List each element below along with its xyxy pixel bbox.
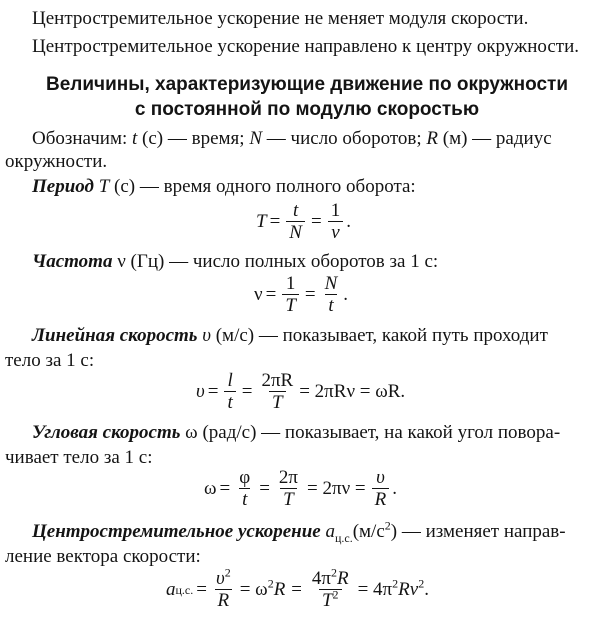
centripetal-fraction-2: [309, 565, 352, 611]
centripetal-desc: — изменяет направ-: [401, 521, 566, 542]
linear-speed-formula: [196, 370, 405, 413]
centripetal-formula: a ц.с. = $\frac{\upsilon^2}{R}$ = $\omega^2R$ = $\frac{4\pi^2R}{T^2}$ = $4\pi^2R\nu^2$.: [166, 568, 432, 611]
angular-speed-fraction-1-num: φ: [239, 467, 251, 488]
centripetal-fraction-1-num-base: υ: [215, 568, 225, 589]
period-fraction-2-den: ν: [328, 221, 342, 243]
linear-speed-formula-eq1: =: [207, 380, 219, 402]
linear-speed-line-2: тело за 1 с:: [5, 350, 95, 371]
angular-speed-fraction-3-num: υ: [376, 467, 385, 488]
centripetal-fraction-2-num-end: R: [336, 568, 349, 589]
centripetal-fraction-1-den: R: [215, 589, 233, 611]
notation-N-desc: — число оборотов;: [266, 128, 422, 149]
period-formula-end: .: [346, 210, 351, 232]
centripetal-formula-rest-mid: Rν: [398, 578, 419, 600]
centripetal-formula-eq1: =: [196, 578, 207, 600]
centripetal-fraction-1: [213, 565, 234, 611]
period-term: Период: [32, 176, 94, 197]
centripetal-fraction-2-den-sup: 2: [332, 587, 339, 602]
angular-speed-formula-eq1: =: [219, 477, 231, 499]
period-formula-lhs: T: [256, 210, 267, 232]
angular-speed-formula-lhs: ω: [204, 477, 217, 499]
linear-speed-formula-eq2: =: [241, 380, 253, 402]
centripetal-unit-sup: 2: [384, 518, 391, 533]
linear-speed-desc: (м/с) — показывает, какой путь проходит: [215, 325, 548, 346]
angular-speed-formula-mid: = 2πν =: [307, 477, 366, 499]
angular-speed-fraction-1: [236, 467, 253, 510]
notation-label: Обозначим:: [32, 128, 128, 149]
centripetal-formula-mid1-sup: 2: [267, 576, 274, 591]
intro-line-1: Центростремительное ускорение не меняет модуля скорости.: [32, 8, 529, 29]
angular-speed-formula-end: .: [392, 477, 397, 499]
frequency-formula-lhs: ν: [254, 283, 263, 305]
linear-speed-fraction-1-den: t: [224, 391, 235, 413]
frequency-fraction-1-num: 1: [285, 273, 296, 294]
centripetal-fraction-2-num: [309, 565, 352, 589]
section-title-line-1: Величины, характеризующие движение по окружности: [46, 74, 568, 95]
notation-line-2: окружности.: [5, 151, 108, 172]
centripetal-fraction-2-den-base: T: [321, 590, 333, 611]
angular-speed-fraction-2-num: 2π: [278, 467, 299, 488]
linear-speed-formula-lhs: υ: [196, 380, 205, 402]
linear-speed-definition: [32, 325, 548, 347]
angular-speed-desc: (рад/с) — показывает, на какой угол повора-: [202, 422, 561, 443]
centripetal-fraction-1-num: [213, 565, 234, 589]
notation-R-symbol: R: [426, 128, 438, 149]
angular-speed-symbol: ω: [185, 422, 198, 443]
angular-speed-fraction-1-den: t: [239, 488, 250, 510]
period-fraction-2-num: 1: [330, 200, 341, 221]
linear-speed-fraction-2-num: 2πR: [261, 370, 294, 391]
angular-speed-fraction-2: [276, 467, 301, 510]
frequency-symbol: ν: [117, 251, 126, 272]
centripetal-formula-rest: [355, 576, 432, 601]
frequency-fraction-1: [282, 273, 299, 316]
frequency-term: Частота: [32, 251, 113, 272]
centripetal-fraction-2-num-base: 4π: [311, 568, 331, 589]
period-symbol: T: [98, 176, 110, 197]
angular-speed-definition: [32, 422, 560, 444]
centripetal-formula-rest-sup2: 2: [418, 576, 425, 591]
frequency-formula: [254, 273, 348, 316]
frequency-formula-eq1: =: [265, 283, 277, 305]
linear-speed-fraction-1-num: l: [227, 370, 233, 391]
centripetal-formula-end: .: [424, 578, 429, 600]
centripetal-formula-mid1-base: = ω: [239, 578, 268, 600]
notation-R-desc: (м) — радиус: [442, 128, 552, 149]
linear-speed-formula-rest: = 2πRν = ωR.: [299, 380, 406, 402]
centripetal-line-2: ление вектора скорости:: [5, 546, 201, 567]
period-formula-eq2: =: [310, 210, 322, 232]
frequency-fraction-2-num: N: [324, 273, 338, 294]
centripetal-fraction-2-num-sup: 2: [330, 565, 337, 580]
frequency-desc: (Гц) — число полных оборотов за 1 с:: [130, 251, 439, 272]
notation-N-symbol: N: [249, 128, 263, 149]
centripetal-term: Центростремительное ускорение: [32, 521, 321, 542]
frequency-definition: [32, 251, 438, 273]
angular-speed-fraction-3: [372, 467, 390, 510]
angular-speed-line-2: чивает тело за 1 с:: [5, 447, 153, 468]
notation-line: [32, 128, 552, 150]
centripetal-formula-rest-base: = 4π: [357, 578, 393, 600]
centripetal-symbol-sub: ц.с.: [334, 530, 353, 545]
centripetal-unit-end: ): [390, 521, 398, 542]
linear-speed-fraction-2-den: T: [269, 391, 286, 413]
angular-speed-formula: [204, 467, 397, 510]
notation-t-symbol: t: [132, 128, 138, 149]
period-fraction-2: [328, 200, 344, 243]
notation-t-desc: (с) — время;: [142, 128, 245, 149]
centripetal-fraction-1-num-sup: 2: [224, 565, 231, 580]
frequency-fraction-2: [322, 273, 341, 316]
centripetal-formula-mid1: [237, 576, 306, 601]
frequency-fraction-2-den: t: [325, 294, 336, 316]
linear-speed-term: Линейная скорость: [32, 325, 198, 346]
period-fraction-1: [286, 200, 305, 243]
centripetal-symbol: a: [325, 521, 335, 542]
period-definition: [32, 176, 416, 198]
linear-speed-fraction-2: [258, 370, 296, 413]
linear-speed-fraction-1: [224, 370, 235, 413]
period-fraction-1-den: N: [286, 221, 305, 243]
frequency-formula-eq2: =: [304, 283, 316, 305]
centripetal-unit: (м/с: [352, 521, 385, 542]
intro-line-2: Центростремительное ускорение направлено к центру окружности.: [32, 36, 579, 57]
linear-speed-symbol: υ: [202, 325, 211, 346]
angular-speed-fraction-2-den: T: [280, 488, 297, 510]
centripetal-formula-lhs: a: [166, 578, 176, 600]
section-title-line-2: с постоянной по модулю скоростью: [134, 99, 480, 120]
centripetal-formula-rest-sup: 2: [392, 576, 399, 591]
angular-speed-formula-eq2: =: [259, 477, 270, 499]
frequency-fraction-1-den: T: [282, 294, 299, 316]
centripetal-fraction-2-den: [319, 589, 342, 611]
centripetal-definition: [32, 518, 566, 545]
period-formula: [256, 200, 351, 243]
period-fraction-1-num: t: [293, 200, 299, 221]
angular-speed-term: Угловая скорость: [32, 422, 181, 443]
period-formula-eq1: =: [269, 210, 281, 232]
angular-speed-fraction-3-den: R: [372, 488, 390, 510]
period-desc: (с) — время одного полного оборота:: [114, 176, 416, 197]
centripetal-formula-mid1-end: R =: [273, 578, 303, 600]
frequency-formula-end: .: [343, 283, 349, 305]
